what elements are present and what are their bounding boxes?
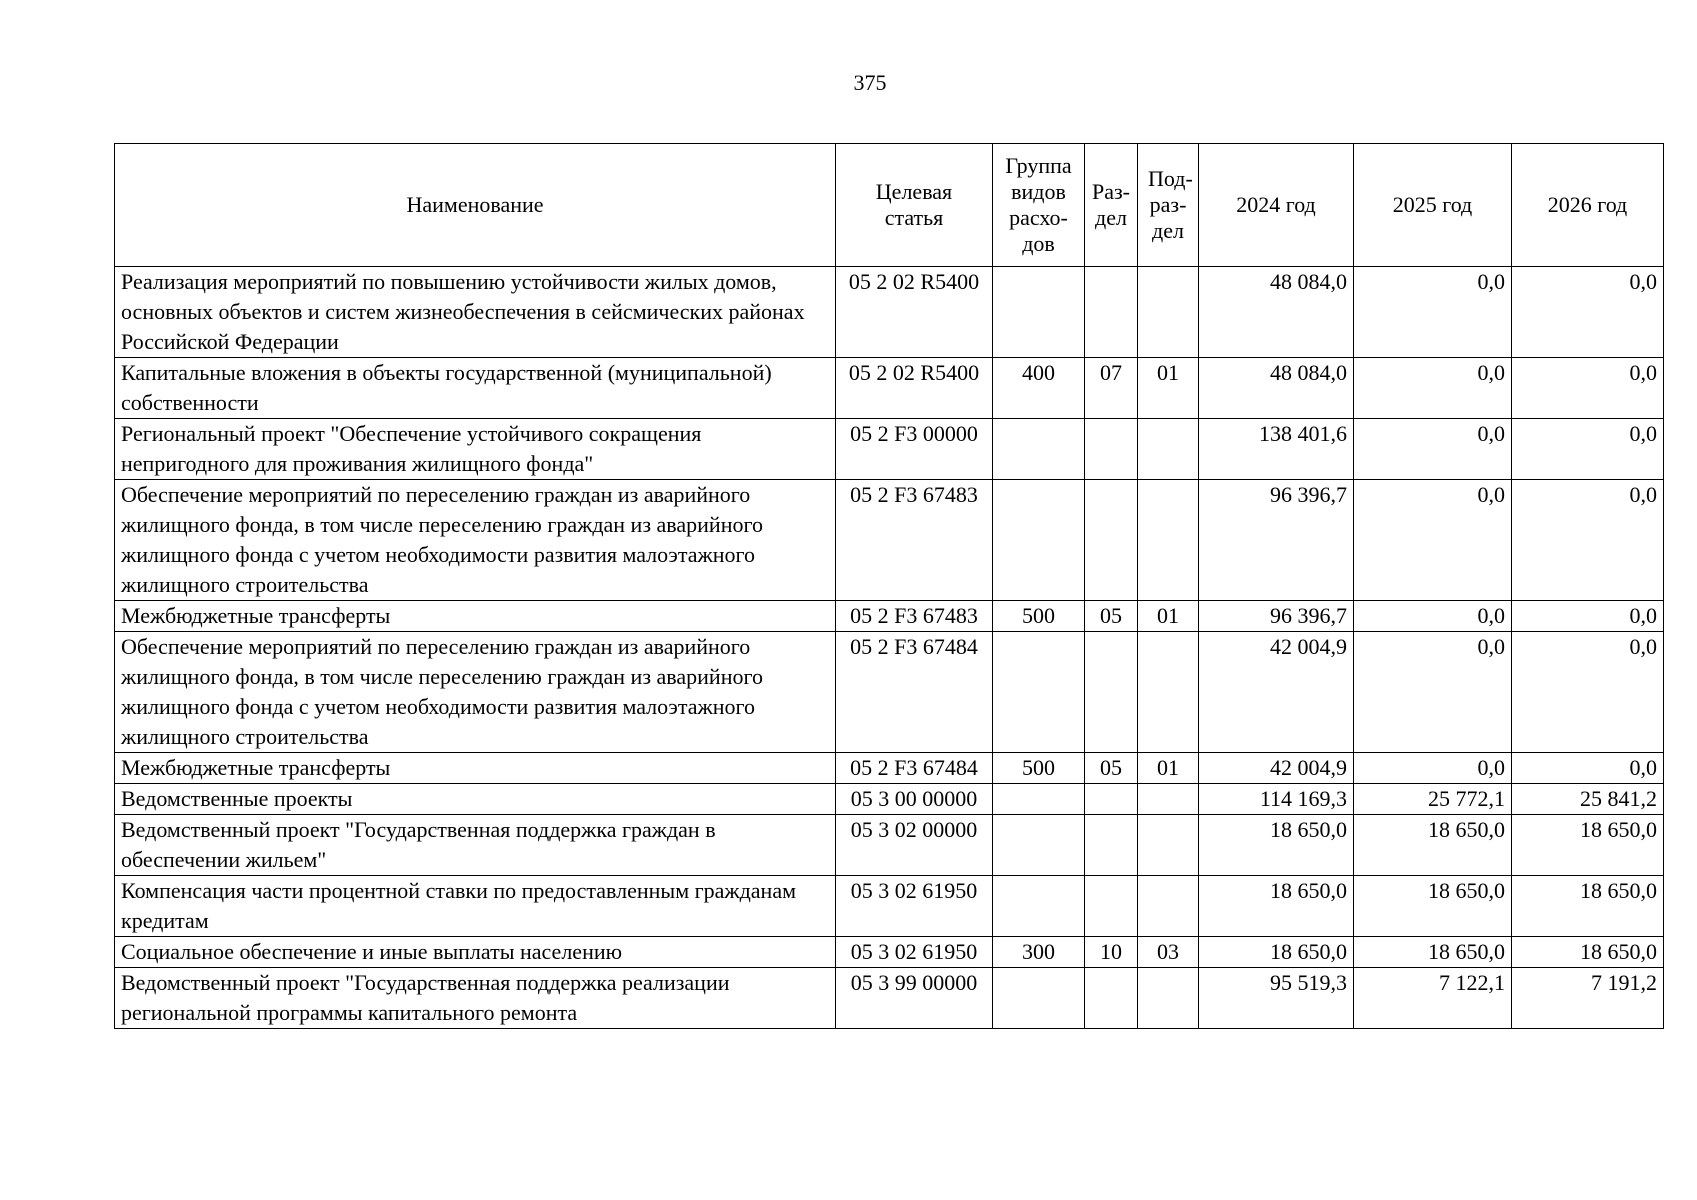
cell-name: Ведомственный проект "Государственная поддержка граждан в обеспечении жильем" [115, 815, 836, 876]
column-header-2026: 2026 год [1512, 144, 1664, 267]
cell-target: 05 3 02 61950 [836, 876, 993, 937]
cell-y2024: 96 396,7 [1199, 601, 1354, 632]
cell-subsection: 03 [1138, 937, 1199, 968]
cell-section [1085, 480, 1138, 601]
cell-y2026: 0,0 [1512, 632, 1664, 753]
cell-y2025: 0,0 [1354, 480, 1512, 601]
cell-subsection: 01 [1138, 358, 1199, 419]
cell-y2025: 18 650,0 [1354, 937, 1512, 968]
cell-target: 05 2 F3 67484 [836, 632, 993, 753]
cell-section [1085, 632, 1138, 753]
table-body [115, 267, 1664, 1029]
cell-y2025: 0,0 [1354, 358, 1512, 419]
cell-y2025: 0,0 [1354, 632, 1512, 753]
cell-section [1085, 876, 1138, 937]
cell-subsection: 01 [1138, 753, 1199, 784]
cell-subsection [1138, 968, 1199, 1029]
cell-name: Ведомственные проекты [115, 784, 836, 815]
cell-y2025: 7 122,1 [1354, 968, 1512, 1029]
cell-group [993, 968, 1085, 1029]
table-row [115, 419, 1664, 480]
cell-target: 05 2 F3 67483 [836, 480, 993, 601]
table-row [115, 632, 1664, 753]
cell-name: Компенсация части процентной ставки по предоставленным гражданам кредитам [115, 876, 836, 937]
cell-y2025: 18 650,0 [1354, 815, 1512, 876]
cell-section [1085, 267, 1138, 358]
cell-section [1085, 968, 1138, 1029]
cell-group [993, 876, 1085, 937]
page-number: 375 [853, 70, 887, 95]
cell-subsection [1138, 632, 1199, 753]
cell-target: 05 3 02 00000 [836, 815, 993, 876]
cell-y2024: 95 519,3 [1199, 968, 1354, 1029]
cell-group: 300 [993, 937, 1085, 968]
cell-target: 05 2 F3 00000 [836, 419, 993, 480]
table-row [115, 601, 1664, 632]
cell-subsection [1138, 876, 1199, 937]
table-row [115, 480, 1664, 601]
cell-y2026: 0,0 [1512, 419, 1664, 480]
table-row [115, 358, 1664, 419]
cell-y2024: 42 004,9 [1199, 632, 1354, 753]
cell-group [993, 267, 1085, 358]
cell-section: 05 [1085, 601, 1138, 632]
cell-name: Обеспечение мероприятий по переселению граждан из аварийного жилищного фонда, в том числе переселению граждан из аварийного жилищного фонда с учетом необходимости развития малоэтажного жилищного строительства [115, 632, 836, 753]
cell-y2026: 18 650,0 [1512, 876, 1664, 937]
cell-y2024: 18 650,0 [1199, 937, 1354, 968]
cell-name: Ведомственный проект "Государственная поддержка реализации региональной программы капитального ремонта [115, 968, 836, 1029]
cell-name: Межбюджетные трансферты [115, 601, 836, 632]
table-row [115, 876, 1664, 937]
cell-target: 05 3 02 61950 [836, 937, 993, 968]
cell-y2026: 0,0 [1512, 267, 1664, 358]
cell-y2025: 0,0 [1354, 601, 1512, 632]
cell-name: Региональный проект "Обеспечение устойчивого сокращения непригодного для проживания жилищного фонда" [115, 419, 836, 480]
cell-target: 05 3 00 00000 [836, 784, 993, 815]
column-header-section: Раз-дел [1085, 144, 1138, 267]
cell-group [993, 480, 1085, 601]
column-header-2025: 2025 год [1354, 144, 1512, 267]
column-header-group: Группа видов расхо-дов [993, 144, 1085, 267]
cell-section [1085, 815, 1138, 876]
cell-section: 10 [1085, 937, 1138, 968]
cell-y2024: 18 650,0 [1199, 815, 1354, 876]
cell-y2026: 0,0 [1512, 601, 1664, 632]
cell-y2025: 0,0 [1354, 267, 1512, 358]
budget-table [114, 143, 1664, 1029]
cell-target: 05 2 F3 67484 [836, 753, 993, 784]
cell-y2026: 0,0 [1512, 480, 1664, 601]
cell-y2025: 0,0 [1354, 753, 1512, 784]
table-row [115, 937, 1664, 968]
cell-y2026: 0,0 [1512, 753, 1664, 784]
cell-name: Социальное обеспечение и иные выплаты населению [115, 937, 836, 968]
cell-y2024: 18 650,0 [1199, 876, 1354, 937]
table-row [115, 267, 1664, 358]
cell-name: Обеспечение мероприятий по переселению граждан из аварийного жилищного фонда, в том числе переселению граждан из аварийного жилищного фонда с учетом необходимости развития малоэтажного жилищного строительства [115, 480, 836, 601]
cell-y2024: 48 084,0 [1199, 358, 1354, 419]
cell-subsection: 01 [1138, 601, 1199, 632]
table-row [115, 815, 1664, 876]
cell-section: 07 [1085, 358, 1138, 419]
cell-y2026: 18 650,0 [1512, 815, 1664, 876]
cell-target: 05 2 F3 67483 [836, 601, 993, 632]
cell-y2026: 18 650,0 [1512, 937, 1664, 968]
table-row [115, 968, 1664, 1029]
cell-group [993, 784, 1085, 815]
cell-y2025: 0,0 [1354, 419, 1512, 480]
cell-group: 400 [993, 358, 1085, 419]
cell-group: 500 [993, 601, 1085, 632]
cell-y2025: 18 650,0 [1354, 876, 1512, 937]
cell-y2024: 42 004,9 [1199, 753, 1354, 784]
cell-y2024: 48 084,0 [1199, 267, 1354, 358]
cell-name: Реализация мероприятий по повышению устойчивости жилых домов, основных объектов и систем жизнеобеспечения в сейсмических районах Российской Федерации [115, 267, 836, 358]
cell-target: 05 2 02 R5400 [836, 358, 993, 419]
cell-y2026: 0,0 [1512, 358, 1664, 419]
cell-y2024: 138 401,6 [1199, 419, 1354, 480]
cell-section [1085, 419, 1138, 480]
cell-subsection [1138, 784, 1199, 815]
column-header-name: Наименование [115, 144, 836, 267]
cell-subsection [1138, 480, 1199, 601]
cell-target: 05 2 02 R5400 [836, 267, 993, 358]
column-header-subsection: Под-раз-дел [1138, 144, 1199, 267]
cell-y2026: 25 841,2 [1512, 784, 1664, 815]
cell-group [993, 632, 1085, 753]
cell-y2024: 96 396,7 [1199, 480, 1354, 601]
cell-subsection [1138, 815, 1199, 876]
cell-subsection [1138, 267, 1199, 358]
cell-group: 500 [993, 753, 1085, 784]
cell-group [993, 419, 1085, 480]
cell-section: 05 [1085, 753, 1138, 784]
cell-y2025: 25 772,1 [1354, 784, 1512, 815]
column-header-target: Целевая статья [836, 144, 993, 267]
cell-y2026: 7 191,2 [1512, 968, 1664, 1029]
table-header-row [115, 144, 1664, 267]
cell-target: 05 3 99 00000 [836, 968, 993, 1029]
table-row [115, 784, 1664, 815]
cell-name: Капитальные вложения в объекты государственной (муниципальной) собственности [115, 358, 836, 419]
cell-y2024: 114 169,3 [1199, 784, 1354, 815]
cell-subsection [1138, 419, 1199, 480]
cell-name: Межбюджетные трансферты [115, 753, 836, 784]
cell-section [1085, 784, 1138, 815]
table-row [115, 753, 1664, 784]
cell-group [993, 815, 1085, 876]
column-header-2024: 2024 год [1199, 144, 1354, 267]
